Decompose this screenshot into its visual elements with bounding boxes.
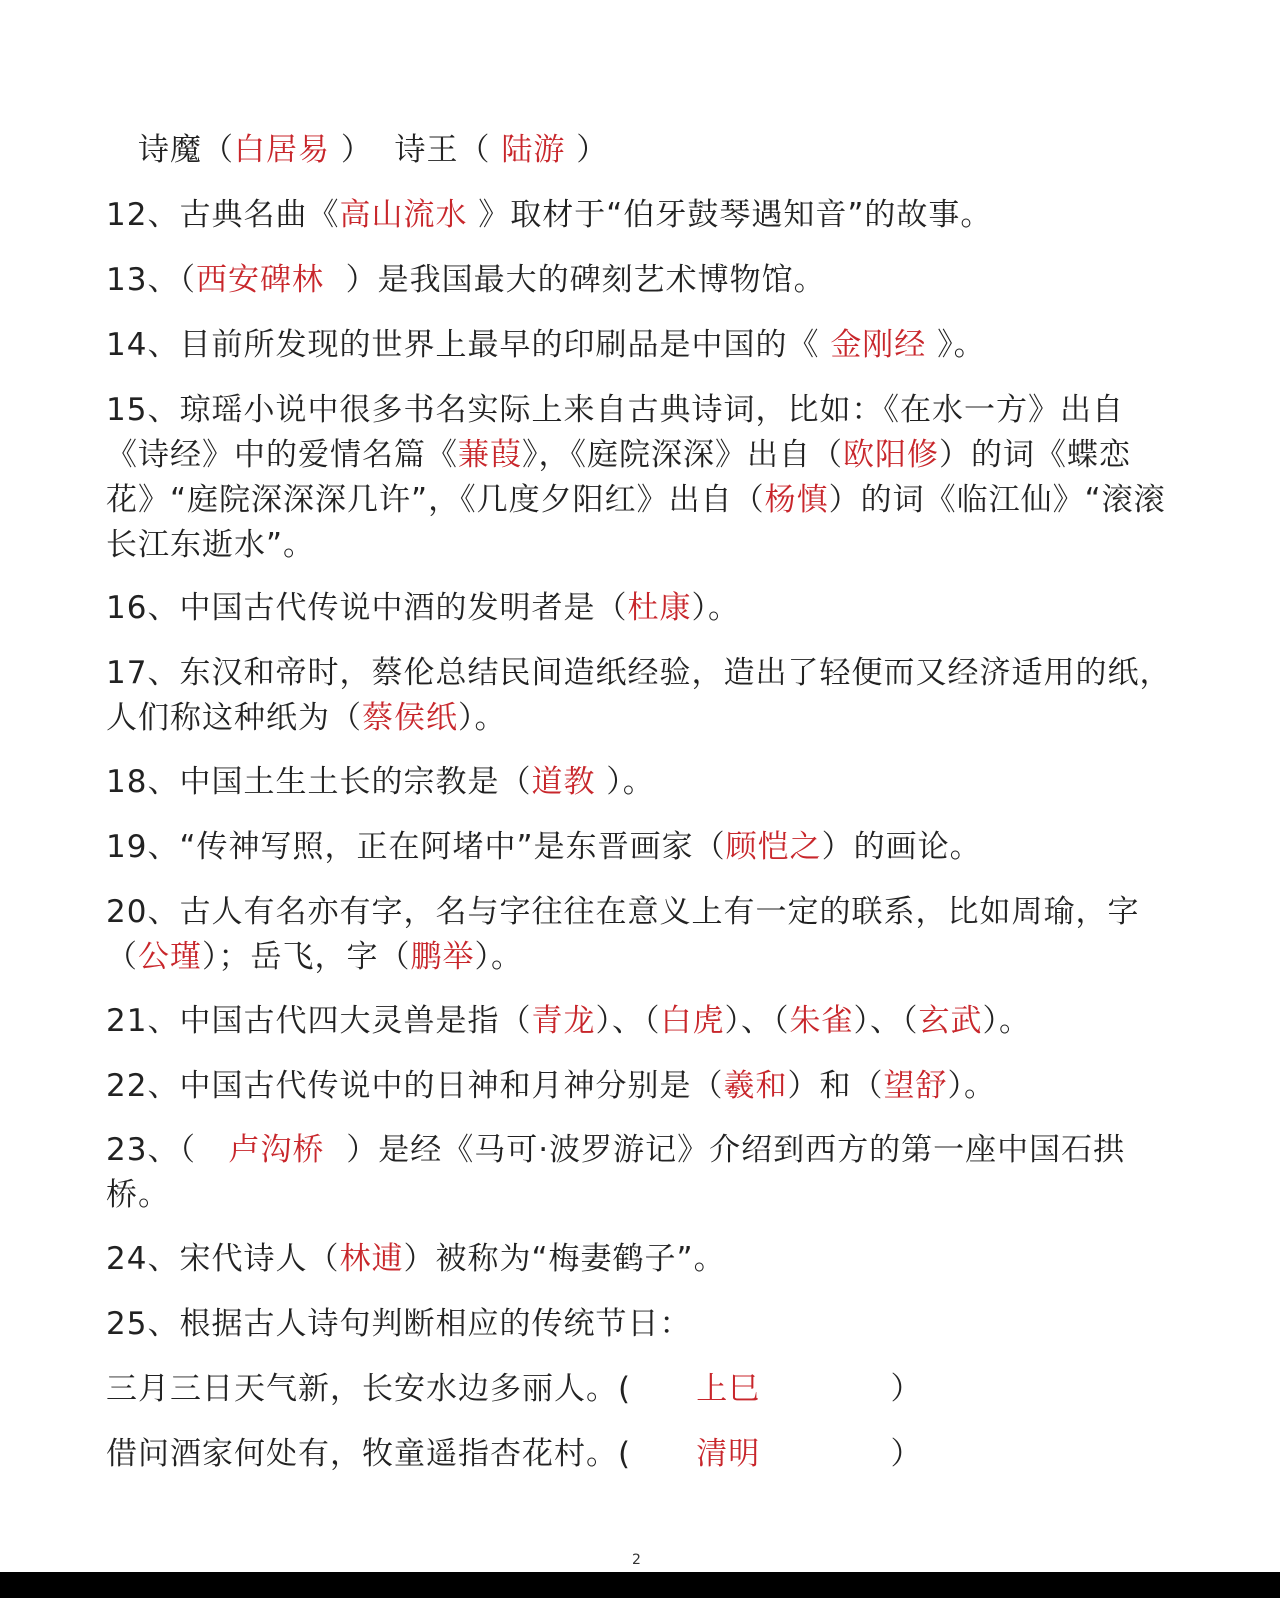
answer-text: 白居易: [234, 132, 330, 168]
answer-text: 公瑾: [138, 939, 202, 975]
answer-text: 杜康: [627, 590, 692, 626]
question-text: ）和（: [787, 1068, 884, 1104]
question-16: [106, 586, 1176, 631]
question-text: ）。: [947, 1068, 996, 1104]
question-text: 13、（: [106, 262, 196, 298]
question-text: 16、中国古代传说中酒的发明者是（: [106, 590, 628, 626]
question-text: 》取材于“伯牙鼓琴遇知音”的故事。: [467, 197, 993, 233]
question-14: [106, 323, 1176, 368]
question-text: ）的词《蝶恋花》“庭院深深深几许”，《几度夕阳红》出自（: [106, 437, 1131, 518]
festival-line-2: [106, 1432, 1176, 1477]
answer-text: 金刚经: [830, 327, 927, 363]
question-text: 14、目前所发现的世界上最早的印刷品是中国的《: [106, 327, 831, 363]
question-text: ）。: [982, 1003, 1031, 1039]
question-text: 三月三日天气新，长安水边多丽人。(: [106, 1371, 697, 1407]
answer-text: 白虎: [660, 1003, 725, 1039]
answer-text: 羲和: [723, 1068, 788, 1104]
question-text: ）。: [458, 700, 507, 736]
bottom-bar: [0, 1572, 1280, 1598]
question-text: ）: [760, 1436, 923, 1472]
question-22: [106, 1064, 1176, 1109]
question-text: 24、宋代诗人（: [106, 1241, 340, 1277]
question-text: 诗魔（: [138, 132, 234, 168]
question-text: 18、中国土生土长的宗教是（: [106, 764, 532, 800]
question-text: 》。: [926, 327, 986, 363]
answer-text: 卢沟桥: [228, 1132, 325, 1168]
question-text: 20、古人有名亦有字，名与字往往在意义上有一定的联系，比如周瑜，字（: [106, 894, 1140, 975]
question-text: 17、东汉和帝时，蔡伦总结民间造纸经验，造出了轻便而又经济适用的纸，人们称这种纸为（: [106, 655, 1172, 736]
question-text: ）、（: [724, 1003, 790, 1039]
question-20: [106, 890, 1176, 980]
question-text: 15、琼瑶小说中很多书名实际上来自古典诗词，比如：《在水一方》出自《诗经》中的爱情名篇《: [106, 392, 1124, 473]
question-text: ）的词《临江仙》“滚滚长江东逝水”。: [106, 482, 1166, 563]
answer-text: 朱雀: [789, 1003, 854, 1039]
answer-text: 高山流水: [339, 197, 468, 233]
line-poet-titles: [138, 128, 1208, 173]
festival-line-1: [106, 1367, 1176, 1412]
question-text: 12、古典名曲《: [106, 197, 340, 233]
question-15: [106, 388, 1176, 568]
question-24: [106, 1237, 1176, 1282]
question-text: ）、（: [595, 1003, 661, 1039]
answer-text: 上巳: [696, 1371, 761, 1407]
answer-text: 蒹葭: [458, 437, 522, 473]
answer-text: 清明: [696, 1436, 761, 1472]
answer-text: 道教: [531, 764, 596, 800]
question-text: 19、“传神写照，正在阿堵中”是东晋画家（: [106, 829, 726, 865]
answer-text: 鹏举: [410, 939, 475, 975]
question-21: [106, 999, 1176, 1044]
question-text: ）。: [691, 590, 740, 626]
question-text: ）；岳飞，字（: [202, 939, 411, 975]
question-text: 借问酒家何处有，牧童遥指杏花村。(: [106, 1436, 697, 1472]
question-text: ）是经《马可·波罗游记》介绍到西方的第一座中国石拱桥。: [106, 1132, 1126, 1213]
answer-text: 西安碑林: [195, 262, 324, 298]
answer-text: 望舒: [883, 1068, 948, 1104]
question-text: ）。: [474, 939, 523, 975]
question-text: ）被称为“梅妻鹤子”。: [403, 1241, 726, 1277]
answer-text: 玄武: [918, 1003, 983, 1039]
answer-text: 欧阳修: [843, 437, 939, 473]
question-text: ）: [565, 132, 609, 168]
question-12: [106, 193, 1176, 238]
question-text: ）、（: [853, 1003, 919, 1039]
question-text: 22、中国古代传说中的日神和月神分别是（: [106, 1068, 724, 1104]
question-text: ）。: [595, 764, 655, 800]
answer-text: 青龙: [531, 1003, 596, 1039]
answer-text: 林逋: [339, 1241, 404, 1277]
question-17: [106, 651, 1176, 741]
question-18: [106, 760, 1176, 805]
page-number: 2: [632, 1552, 641, 1568]
question-25: [106, 1302, 1176, 1347]
answer-text: 蔡侯纸: [362, 700, 458, 736]
question-23: [106, 1128, 1176, 1218]
question-13: [106, 258, 1176, 303]
answer-text: 杨慎: [764, 482, 829, 518]
question-text: ）是我国最大的碑刻艺术博物馆。: [323, 262, 826, 298]
question-text: ）: [760, 1371, 923, 1407]
answer-text: 顾恺之: [725, 829, 822, 865]
answer-text: 陆游: [501, 132, 566, 168]
question-text: 23、（: [106, 1132, 229, 1168]
question-19: [106, 825, 1176, 870]
question-text: ）的画论。: [821, 829, 982, 865]
question-text: 25、根据古人诗句判断相应的传统节日：: [106, 1306, 692, 1342]
question-text: 》，《庭院深深》出自（: [522, 437, 843, 473]
question-text: ） 诗王（: [330, 132, 502, 168]
question-text: 21、中国古代四大灵兽是指（: [106, 1003, 532, 1039]
